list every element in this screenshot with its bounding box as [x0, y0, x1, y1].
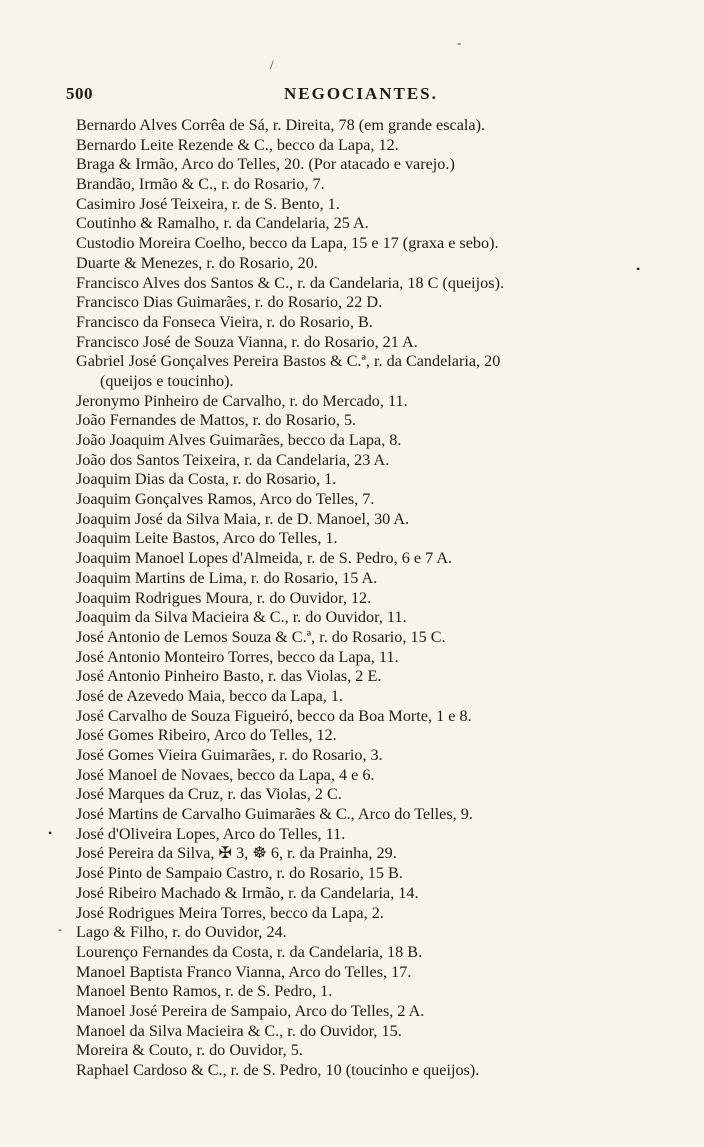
list-item: João Fernandes de Mattos, r. do Rosario, 5.	[76, 411, 357, 430]
list-item: José Manoel de Novaes, becco da Lapa, 4 e 6.	[76, 765, 375, 784]
list-item: Bernardo Alves Corrêa de Sá, r. Direita, 78 (em grande escala).	[76, 116, 486, 134]
list-item: José de Azevedo Maia, becco da Lapa, 1.	[76, 686, 343, 705]
page-header	[66, 84, 686, 108]
list-item: José d'Oliveira Lopes, Arco do Telles, 11.	[76, 824, 346, 843]
list-item: Francisco Alves dos Santos & C., r. da Candelaria, 18 C (queijos).	[76, 273, 505, 292]
list-item: Manoel José Pereira de Sampaio, Arco do Telles, 2 A.	[76, 1001, 425, 1020]
list-item: José Gomes Ribeiro, Arco do Telles, 12.	[76, 726, 337, 745]
list-item: José Carvalho de Souza Figueiró, becco da Boa Morte, 1 e 8.	[76, 706, 472, 725]
list-item: Francisco Dias Guimarães, r. do Rosario, 22 D.	[76, 293, 383, 312]
ink-speck: •	[636, 262, 641, 276]
running-head-title: NEGOCIANTES.	[284, 84, 438, 103]
list-item: Coutinho & Ramalho, r. da Candelaria, 25 A.	[76, 214, 369, 233]
list-item: Brandão, Irmão & C., r. do Rosario, 7.	[76, 175, 325, 194]
list-item: Duarte & Menezes, r. do Rosario, 20.	[76, 253, 318, 272]
list-item: José Pereira da Silva, ✠ 3, ☸ 6, r. da Prainha, 29.	[76, 844, 397, 863]
list-item: Bernardo Leite Rezende & C., becco da Lapa, 12.	[76, 135, 399, 154]
list-item: Joaquim Rodrigues Moura, r. do Ouvidor, 12.	[76, 588, 372, 607]
list-item: João Joaquim Alves Guimarães, becco da Lapa, 8.	[76, 431, 402, 449]
page-number: 500	[66, 84, 93, 103]
list-item: José Antonio de Lemos Souza & C.ª, r. do Rosario, 15 C.	[76, 627, 446, 646]
list-item: Lago & Filho, r. do Ouvidor, 24.	[76, 923, 287, 942]
ink-speck: -	[58, 922, 62, 936]
ink-speck: •	[48, 826, 53, 840]
list-item: Casimiro José Teixeira, r. de S. Bento, 1.	[76, 194, 340, 213]
list-item: Joaquim Dias da Costa, r. do Rosario, 1.	[76, 470, 337, 489]
list-item: Joaquim Martins de Lima, r. do Rosario, 15 A.	[76, 568, 378, 587]
list-item: Manoel da Silva Macieira & C., r. do Ouvidor, 15.	[76, 1021, 402, 1040]
list-item: Joaquim Gonçalves Ramos, Arco do Telles, 7.	[76, 490, 375, 509]
list-item: Joaquim Leite Bastos, Arco do Telles, 1.	[76, 529, 338, 548]
list-item: Custodio Moreira Coelho, becco da Lapa, 15 e 17 (graxa e sebo).	[76, 234, 499, 253]
list-item: José Antonio Pinheiro Basto, r. das Violas, 2 E.	[76, 667, 382, 686]
list-item: Manoel Baptista Franco Vianna, Arco do Telles, 17.	[76, 962, 412, 981]
ink-speck: -	[457, 35, 462, 50]
list-item-continuation: (queijos e toucinho).	[100, 371, 234, 390]
list-item: Francisco José de Souza Vianna, r. do Rosario, 21 A.	[76, 332, 418, 351]
list-item: José Marques da Cruz, r. das Violas, 2 C.	[76, 785, 342, 804]
list-item: José Antonio Monteiro Torres, becco da Lapa, 11.	[76, 647, 399, 666]
list-item-line: Gabriel José Gonçalves Pereira Bastos & C.ª, r. da Candelaria, 20	[76, 352, 501, 371]
list-item: José Pinto de Sampaio Castro, r. do Rosario, 15 B.	[76, 864, 403, 883]
list-item: José Ribeiro Machado & Irmão, r. da Candelaria, 14.	[76, 883, 419, 902]
list-item: Lourenço Fernandes da Costa, r. da Candelaria, 18 B.	[76, 942, 423, 961]
merchant-list	[76, 116, 680, 1081]
list-item: Moreira & Couto, r. do Ouvidor, 5.	[76, 1041, 303, 1060]
list-item: Joaquim da Silva Macieira & C., r. do Ouvidor, 11.	[76, 608, 407, 627]
list-item: José Gomes Vieira Guimarães, r. do Rosario, 3.	[76, 746, 383, 764]
list-item: João dos Santos Teixeira, r. da Candelaria, 23 A.	[76, 450, 390, 469]
list-item-wrapped	[76, 352, 680, 391]
list-item: Jeronymo Pinheiro de Carvalho, r. do Mercado, 11.	[76, 391, 408, 410]
ink-speck: /	[270, 57, 274, 72]
list-item: Braga & Irmão, Arco do Telles, 20. (Por atacado e varejo.)	[76, 155, 455, 174]
list-item: José Martins de Carvalho Guimarães & C., Arco do Telles, 9.	[76, 805, 473, 824]
list-item: José Rodrigues Meira Torres, becco da Lapa, 2.	[76, 903, 384, 922]
list-item: Joaquim José da Silva Maia, r. de D. Manoel, 30 A.	[76, 509, 410, 528]
list-item: Francisco da Fonseca Vieira, r. do Rosario, B.	[76, 312, 373, 331]
list-item: Raphael Cardoso & C., r. de S. Pedro, 10 (toucinho e queijos).	[76, 1061, 480, 1079]
list-item: Joaquim Manoel Lopes d'Almeida, r. de S. Pedro, 6 e 7 A.	[76, 549, 453, 568]
list-item: Manoel Bento Ramos, r. de S. Pedro, 1.	[76, 982, 333, 1001]
